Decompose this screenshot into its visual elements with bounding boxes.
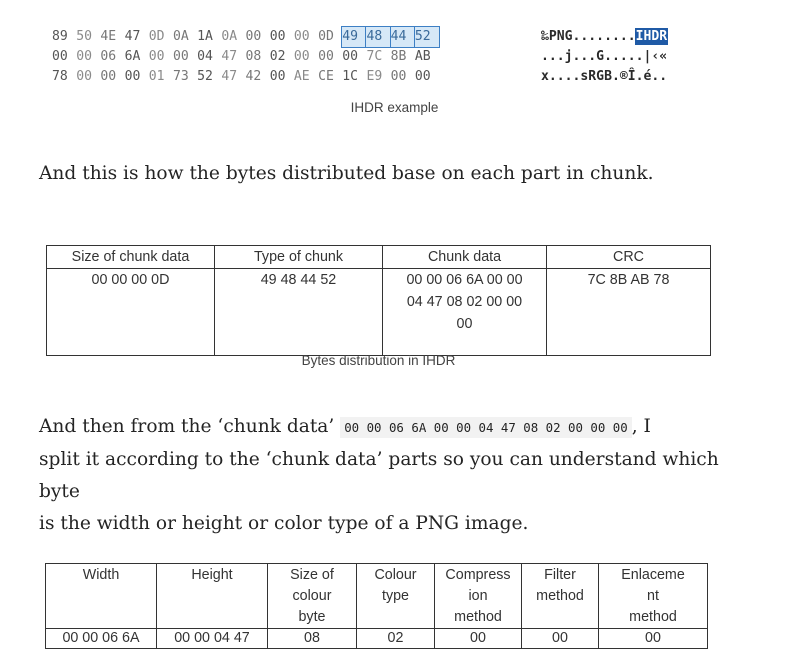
chunk-data-line: 00 (456, 316, 473, 332)
hex-byte: AB (414, 49, 431, 64)
table-header-cell-size-of-colour-byte (268, 564, 357, 629)
header-line: Filter (544, 567, 576, 583)
table-header-cell-filter-method (522, 564, 599, 629)
hex-byte: 00 (269, 29, 286, 44)
hex-ascii-text: x....sRGB.®Î.é.. (541, 69, 668, 84)
hex-byte: E9 (366, 69, 383, 84)
table-header-cell: Size of chunk data (47, 246, 215, 269)
hex-byte: 0A (172, 29, 189, 44)
hex-byte: 08 (245, 49, 262, 64)
header-line: Width (82, 567, 120, 583)
hex-byte: 00 (76, 69, 92, 84)
header-line: method (454, 609, 502, 625)
table-header-row (46, 564, 708, 629)
hex-byte: 00 (293, 49, 310, 64)
table-cell-chunk-data (383, 269, 547, 356)
table-cell: 00 00 06 6A (46, 629, 157, 649)
ihdr-fields-table (45, 563, 708, 649)
hex-byte: 00 (124, 69, 141, 84)
hex-bytes-row-2 (52, 47, 439, 67)
hex-byte: 0D (148, 29, 165, 44)
hex-byte: 1C (342, 69, 359, 84)
paragraph-line: split it according to the ‘chunk data’ parts so you can understand which byte (39, 449, 719, 502)
table-header-cell-width (46, 564, 157, 629)
hex-byte: 00 (414, 69, 431, 84)
paragraph-line: is the width or height or color type of a PNG image. (39, 513, 529, 534)
table-cell: 00 (522, 629, 599, 649)
hex-byte: 73 (172, 69, 189, 84)
hex-byte: 0A (221, 29, 238, 44)
hex-byte: 1A (197, 29, 213, 44)
hex-byte: 78 (52, 69, 68, 84)
hex-byte: 42 (245, 69, 262, 84)
header-line: colour (292, 588, 332, 604)
hex-byte: 47 (221, 69, 238, 84)
hex-byte: 8B (390, 49, 407, 64)
hex-ascii-row-3 (541, 67, 667, 87)
hex-row-3 (52, 67, 668, 87)
hex-byte: CE (318, 69, 334, 84)
hex-byte: 00 (52, 49, 68, 64)
hex-byte: 00 (172, 49, 189, 64)
hex-byte: 89 (52, 29, 68, 44)
paragraph-bytes-distribution: And this is how the bytes distributed base on each part in chunk. (39, 163, 654, 184)
chunk-data-line: 00 00 06 6A 00 00 (406, 272, 523, 288)
hex-byte: 7C (366, 49, 383, 64)
hex-byte: 48 (366, 27, 390, 47)
figure-caption-ihdr-example: IHDR example (350, 100, 439, 115)
hex-byte: 6A (124, 49, 141, 64)
table-cell: 49 48 44 52 (215, 269, 383, 356)
header-line: byte (298, 609, 326, 625)
hex-byte: 0D (318, 29, 334, 44)
hex-byte: 00 (269, 69, 286, 84)
hex-dump-figure (52, 27, 712, 89)
hex-row-2 (52, 47, 668, 67)
hex-byte: 00 (100, 69, 117, 84)
hex-byte: 00 (76, 49, 92, 64)
table-cell: 08 (268, 629, 357, 649)
figure-caption-bytes-distribution: Bytes distribution in IHDR (301, 353, 456, 368)
header-line: Colour (374, 567, 417, 583)
table-header-row (47, 246, 711, 269)
inline-code: 00 00 06 6A 00 00 04 47 08 02 00 00 00 (340, 417, 631, 438)
header-line: Compress (445, 567, 511, 583)
hex-ascii-text: ...j...G.....|‹« (541, 49, 668, 64)
hex-byte: 01 (148, 69, 165, 84)
hex-row-1 (52, 27, 668, 47)
hex-byte: 06 (100, 49, 117, 64)
hex-byte: 02 (269, 49, 286, 64)
header-line: Enlaceme (621, 567, 685, 583)
hex-ascii-selection: IHDR (635, 29, 668, 44)
header-line: ion (468, 588, 488, 604)
table-header-cell-colour-type (357, 564, 435, 629)
hex-byte: 00 (390, 69, 407, 84)
table-row (46, 629, 708, 649)
hex-byte: AE (293, 69, 310, 84)
header-line: Height (191, 567, 233, 583)
hex-byte: 44 (391, 27, 415, 47)
header-line: Size of (290, 567, 334, 583)
hex-byte: 52 (197, 69, 213, 84)
table-row (47, 269, 711, 356)
table-header-cell: Type of chunk (215, 246, 383, 269)
header-line: method (536, 588, 584, 604)
hex-byte: 49 (342, 27, 366, 47)
header-line: nt (647, 588, 659, 604)
table-header-cell-compression-method (435, 564, 522, 629)
hex-byte: 00 (245, 29, 262, 44)
hex-byte: 00 (293, 29, 310, 44)
table-header-cell-height (157, 564, 268, 629)
table-cell: 00 (435, 629, 522, 649)
hex-byte: 50 (76, 29, 92, 44)
header-line: method (629, 609, 677, 625)
hex-ascii-row-1 (541, 27, 667, 47)
table-header-cell: Chunk data (383, 246, 547, 269)
table-cell: 00 00 00 0D (47, 269, 215, 356)
hex-byte: 04 (197, 49, 213, 64)
paragraph-text: And then from the ‘chunk data’ (39, 416, 341, 437)
hex-byte: 00 (148, 49, 165, 64)
hex-bytes-row-3 (52, 67, 439, 87)
header-line: type (381, 588, 410, 604)
chunk-data-line: 04 47 08 02 00 00 (406, 294, 523, 310)
table-header-cell: CRC (547, 246, 711, 269)
table-cell: 00 (599, 629, 708, 649)
hex-ascii-text: ‰PNG........ (541, 29, 636, 44)
table-cell: 02 (357, 629, 435, 649)
table-header-cell-interlace-method (599, 564, 708, 629)
table-cell: 00 00 04 47 (157, 629, 268, 649)
hex-byte: 52 (415, 27, 439, 47)
chunk-parts-table (46, 245, 711, 356)
hex-byte: 47 (221, 49, 238, 64)
table-cell: 7C 8B AB 78 (547, 269, 711, 356)
hex-ascii-row-2 (541, 47, 667, 67)
hex-byte: 47 (124, 29, 141, 44)
hex-byte: 00 (342, 49, 359, 64)
hex-byte: 4E (100, 29, 117, 44)
paragraph-chunk-data-split (39, 411, 759, 540)
paragraph-text: , I (631, 416, 651, 437)
hex-byte: 00 (318, 49, 334, 64)
hex-bytes-row-1 (52, 27, 439, 47)
paragraph-line (39, 411, 759, 444)
